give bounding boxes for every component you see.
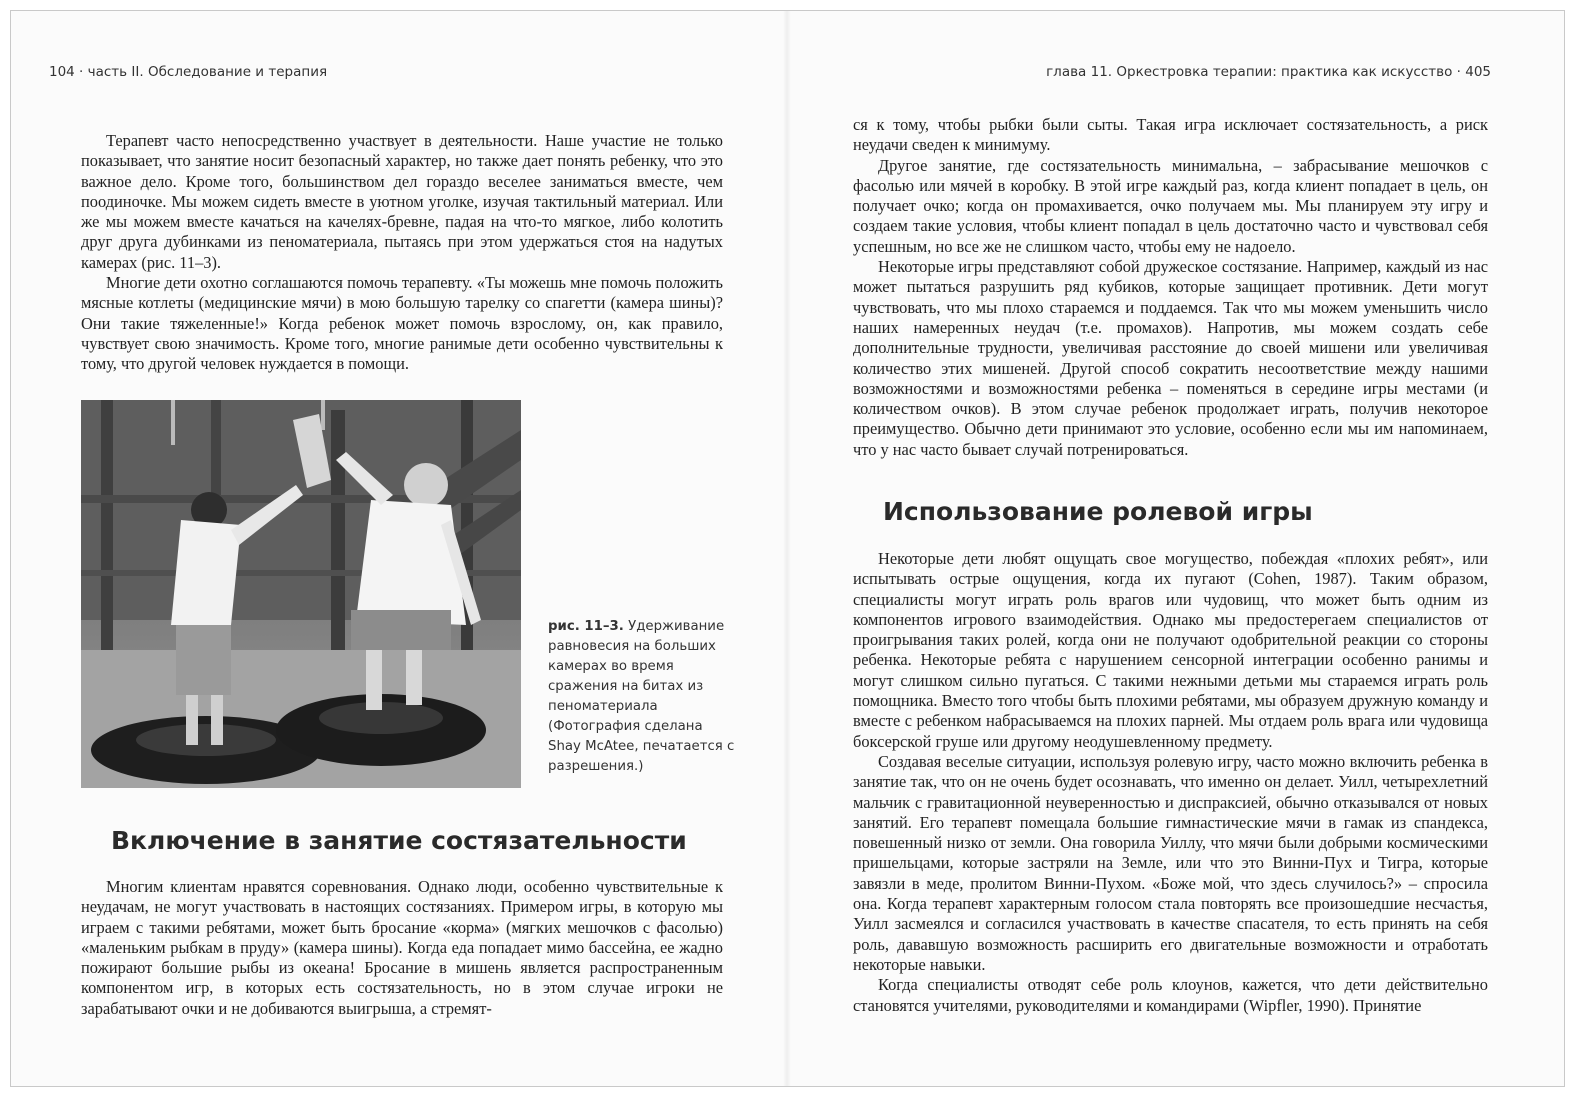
- left-text-top: [81, 131, 723, 375]
- paragraph: Когда специалисты отводят себе роль клоунов, кажется, что дети действительно становятся учителями, руководителями и командирами (Wipfler, 1990). Принятие: [853, 975, 1488, 1015]
- figure-caption: [548, 617, 738, 777]
- right-page: [787, 11, 1564, 1086]
- photo-illustration: [81, 400, 521, 788]
- paragraph: Создавая веселые ситуации, используя ролевую игру, часто можно включить ребенка в занятие так, что он не очень будет осознавать, что именно он делает. Уилл, четырехлетний мальчик с гравитационной неуверенностью и диспраксией, обычно отказывался от новых занятий. Его терапевт помещала большие гимнастические мячи в гамак из спандекса, повешенный низко от земли. Она говорила Уиллу, что мячи были добрыми космическими пришельцами, которые застряли на Земле, или что это Винни-Пух и Тигра, которые завязли в меде, пролитом Винни-Пухом. «Боже мой, что здесь случилось?» – спросила она. Когда терапевт характерным голосом стала повторять все произошедшие несчастья, Уилл засмеялся и согласился участвовать в качестве спасателя, то есть принять на себя роль, дававшую возможность расширить его двигательные возможности и отработать некоторые навыки.: [853, 751, 1488, 974]
- figure-photo: [81, 400, 521, 788]
- section-heading-competition: Включение в занятие состязательности: [111, 826, 687, 855]
- right-running-head: глава 11. Оркестровка терапии: практика как искусство · 405: [1046, 64, 1491, 80]
- left-running-head: 104 · часть II. Обследование и терапия: [49, 64, 328, 80]
- paragraph: Многие дети охотно соглашаются помочь терапевту. «Ты можешь мне помочь положить мясные котлеты (медицинские мячи) в мою большую тарелку со спагетти (камера шины)? Они такие тяжеленные!» Когда ребенок может помочь взрослому, он, как правило, чувствует свою значимость. Кроме того, многие ранимые дети особенно чувствительны к тому, что другой человек нуждается в помощи.: [81, 273, 723, 374]
- paragraph: ся к тому, чтобы рыбки были сыты. Такая игра исключает состязательность, а риск неудачи сведен к минимуму.: [853, 115, 1488, 155]
- left-text-bottom: [81, 877, 723, 1019]
- paragraph: Некоторые дети любят ощущать свое могущество, побеждая «плохих ребят», или испытывать острые ощущения, когда их пугают (Cohen, 1987). Таким образом, специалисты могут играть роль врагов или чудовищ, что может быть одним из компонентов игрового взаимодействия. Однако мы предостерегаем специалистов от проигрывания таких ролей, когда они не получают одобрительной реакции со стороны ребенка. Некоторые ребята с нарушением сенсорной интеграции особенно ранимы и могут слишком сильно пугаться. С такими нежными детьми мы стараемся играть роль помощника. Вместо того чтобы быть плохими ребятами, мы образуем дружную команду и вместе с ребенком набрасываемся на плохих парней. Мы отдаем роль врага или чудовища боксерской груше или другому неодушевленному предмету.: [853, 549, 1488, 751]
- book-spread: [10, 10, 1565, 1087]
- paragraph: Другое занятие, где состязательность минимальна, – забрасывание мешочков с фасолью или мячей в коробку. В этой игре каждый раз, когда клиент попадает в цель, он получает очко; когда он промахивается, очко получаем мы. Мы планируем эту игру и создаем такие условия, чтобы клиент попадал в цель достаточно часто и чувствовал себя успешным, но все же не слишком часто, чтобы ему не надоело.: [853, 155, 1488, 256]
- paragraph: Некоторые игры представляют собой дружеское состязание. Например, каждый из нас может пытаться разрушить ряд кубиков, которые защищает противник. Дети могут чувствовать, что мы плохо стараемся и поддаемся. Так что мы можем уменьшить число наших намеренных неудач (т.е. промахов). Напротив, мы можем создать себе дополнительные трудности, увеличивая расстояние до своей мишени или увеличивая количество этих мишеней. Другой способ сократить несоответствие между нашими возможностями и возможностями ребенка – поменяться в середине игры местами (и количеством очков). В этом случае ребенок продолжает играть, получив некоторое преимущество. Обычно дети принимают это условие, особенно если мы им напоминаем, что у нас часто бывает случай потренироваться.: [853, 257, 1488, 459]
- paragraph: Терапевт часто непосредственно участвует в деятельности. Наше участие не только показывает, что занятие носит безопасный характер, но также дает понять ребенку, что это важное дело. Кроме того, большинством дел гораздо веселее заниматься вместе, чем поодиночке. Мы можем сидеть вместе в уютном уголке, изучая тактильный материал. Или же мы можем вместе качаться на качелях-бревне, падая на что-то мягкое, либо колотить друг друга дубинками из пеноматериала, пытаясь при этом удержаться стоя на надутых камерах (рис. 11–3).: [81, 131, 723, 272]
- figure-caption-text: Удерживание равновесия на больших камерах во время сражения на битах из пеноматериала (Фотография сделана Shay McAtee, печатается с разрешения.): [548, 619, 735, 774]
- section-heading-role-play: Использование ролевой игры: [883, 497, 1313, 526]
- right-text-bottom: [853, 549, 1488, 1016]
- left-page: [11, 11, 787, 1086]
- paragraph: Многим клиентам нравятся соревнования. Однако люди, особенно чувствительные к неудачам, не могут участвовать в настоящих состязаниях. Примером игры, в которую мы играем с такими ребятами, может быть бросание «корма» (мягких мешочков с фасолью) «маленьким рыбкам в пруду» (камера шины). Когда еда попадает мимо бассейна, ее жадно пожирают большие рыбы из океана! Бросание в мишень является распространенным компонентом игр, в которых есть состязательность, но в этом случае игроки не зарабатывают очки и не добиваются выигрыша, а стремят-: [81, 877, 723, 1018]
- right-text-top: [853, 115, 1488, 460]
- figure-label: рис. 11–3.: [548, 619, 624, 634]
